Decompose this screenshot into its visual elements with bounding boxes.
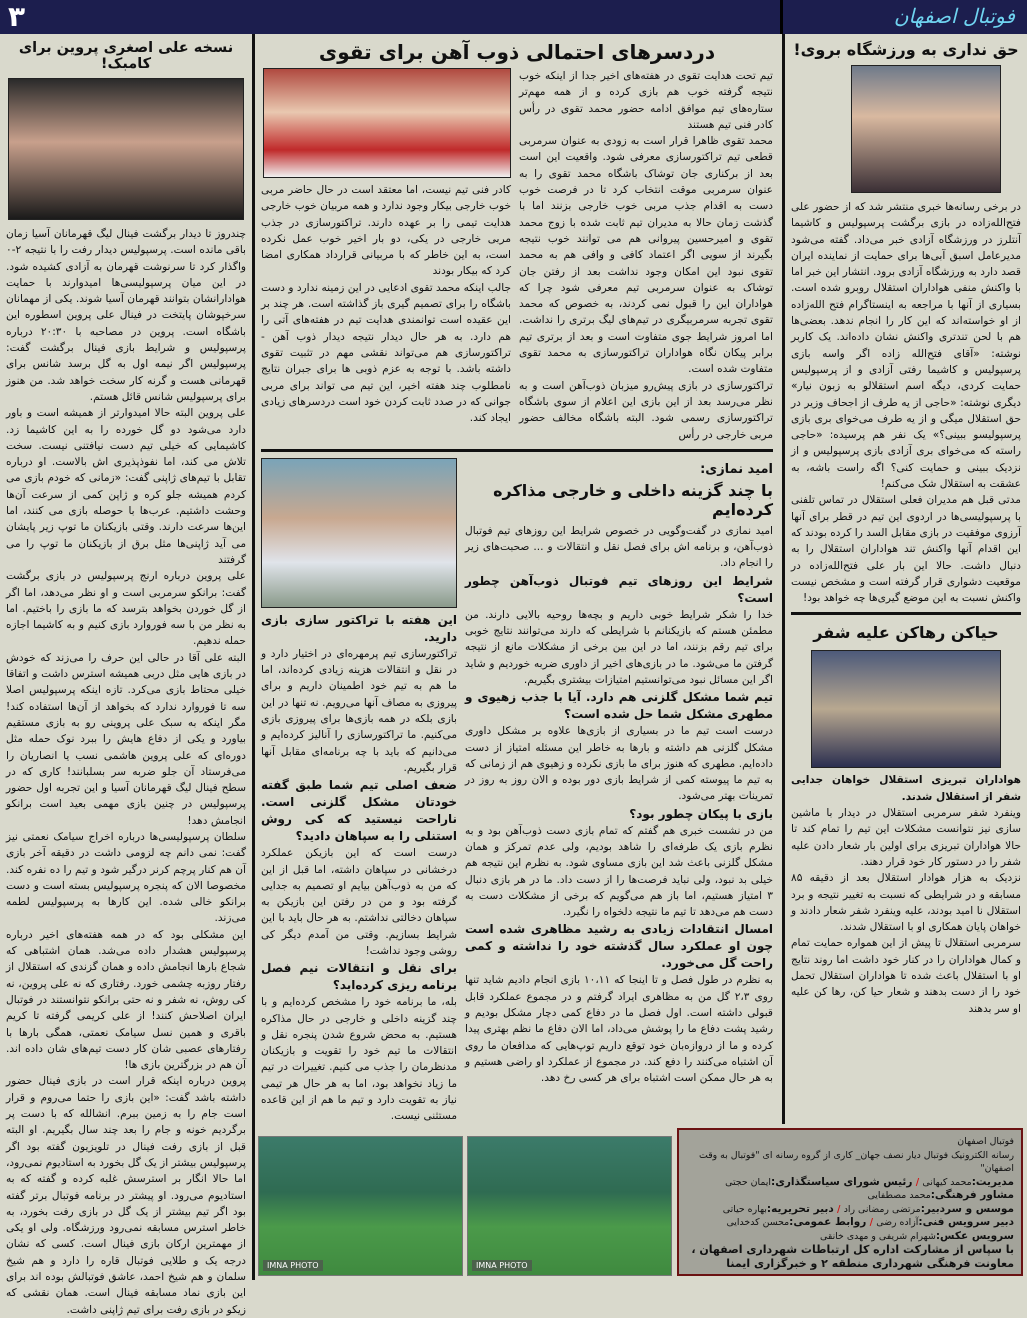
interview-answer: من در نشست خبری هم گفتم که تمام بازی دست ذوب‌آهن بود و به نظرم بازی یک طرفه‌ای را شاهد بودیم، ولی عدم تمرکز و همان مشکل گلزنی باعث شد این بازی مساوی شود. به نظرم این نتیجه هم خیلی بد نبود، ولی نباید فرصت‌ها را از دست داد. ما در هر بازی دنبال ۳ امتیاز هستیم، اما باز هم می‌گویم که برخی از مشکلات دست به دست هم می‌دهد تا تیم ما نتیجه دلخواه را نگیرد. [465, 824, 773, 919]
interview-answer: بله، ما برنامه خود را مشخص کرده‌ایم و با چند گزینه داخلی و خارجی در حال مذاکره هستیم. به محض شروع شدن پنجره نقل و انتقالات ما تیم خود را تقویت و بازیکنان مدنظرمان را جذب می کنیم. تغییرات در تیم ما زیاد نخواهد بود، اما به هر حال هر تیمی نیاز به تقویت دارد و تیم ما هم از این قاعده مستثنی نیست. [261, 996, 457, 1123]
masthead-credits [686, 1176, 1014, 1244]
interview-headline: با چند گزینه داخلی و خارجی مذاکره کرده‌ایم [493, 480, 773, 519]
paragraph: چندروز تا دیدار برگشت فینال لیگ قهرمانان آسیا زمان باقی مانده است. پرسپولیس دیدار رفت را با نتیجه ۲-۰ واگذار کرد تا سرنوشت قهرمان به آزادی کشیده شود. در این میان پرسپولیسی‌ها امیدوارند با حمایت هوادارانشان بتوانند قهرمان آسیا شوند. یکی از مهمانان سرخپوشان پایتخت در فینال علی پروین اسطوره این باشگاه است. پروین در مصاحبه با ۲۰:۳۰ درباره پرسپولیس و شرایط بازی فینال برگشت گفت: پرسپولیس اگر نیمه اول به گل برسد شانس برای قهرمانی هست و گرنه کار سخت خواهد شد. من هنوز برای پرسپولیس شانس قائل هستم. [6, 228, 246, 403]
interview-body [261, 612, 457, 1125]
credit-label: رئیس شورای سیاستگذاری: [771, 1175, 913, 1188]
credit-label: دبیر تحریریه: [766, 1202, 834, 1215]
paragraph: پروین درباره اینکه قرار است در بازی فینال حضور داشته باشد گفت: «این بازی را حتما می‌روم و قرار است جام را به زمین ببرم. انشالله که با دست پر برگردیم خونه و جام را بعد چند سال بگیریم. او البته قبل از بازی رفت فینال در تلویزیون گفته بود اگر پرسپولیس بیشتر از یک گل بخورد به استادیوم نمی‌رود، اما حالا انگار بر استرسش غلبه کرده و گفته که به استادیوم می‌رود. او پیشتر در برنامه فوتبال برتر گفته بود اگر تیم بیشتر از یک گل در بازی رفت بخورد، به خاطر استرس مسابقه نمی‌رود ورزشگاه. ولی او یکی از مهمترین ارکان بازی فینال است. کسی که نشان درجه یک و طلایی فوتبال قاره را دارد و هم شیخ سلمان و هم شیخ احمد، عاشق فوتبالش بوده اند برای این بازی نماد مسابقه فینال است. همان نقشی که زیکو در بازی رفت برای تیم ژاپنی داشت. [6, 1075, 246, 1316]
interview-answer: درست است تیم ما در بسیاری از بازی‌ها علاوه بر مشکل داوری مشکل گلزنی هم داشته و بارها به خاطر این مسئله امتیاز از دست داده‌ایم. مطهری که هنوز برای ما بازی نکرده و زهیوی هم از زمانی که به تیم ما پیوسته کمی از شرایط بازی دور بوده و الان روز به روز در تمرینات بهتر می‌شود. [465, 725, 773, 803]
paragraph: این مشکلی بود که در همه هفته‌های اخیر درباره پرسپولیس هشدار داده می‌شد. همان اشتباهی که شجاع بارها انجامش داده و همان گزندی که استقلال از رفتار روزبه چشمی خورد. رفتاری که نه علی پروین، نه کی روش، نه شفر و نه حتی برانکو نتوانستند در فوتبال ایران اصلاحش کنند! از علی کریمی گرفته تا کریم باقری و همین نسل سیامک نعمتی، همگی بارها با رفتارهای عصبی شان کار دست تیم‌های شان داده اند. آن هم در بزرگترین بازی ها! [6, 928, 246, 1072]
paragraph: نزدیک به هزار هوادار استقلال بعد از دقیقه ۸۵ مسابقه و در شرایطی که نسبت به تغییر نتیجه و برد استقلال نا امید بودند، علیه وینفرد شفر شعار دادند و خواهان پایان همکاری او با استقلال شدند. [791, 872, 1021, 934]
story-headline: حیاکن رهاکن علیه شفر [813, 623, 999, 643]
right-column [782, 34, 1027, 1124]
masthead-title: فوتبال اصفهان [957, 1136, 1014, 1147]
bottom-photos [258, 1136, 672, 1276]
middle-column [255, 34, 779, 1123]
credit-label: مشاور فرهنگی: [930, 1189, 1014, 1201]
story-body [791, 772, 1021, 1016]
paragraph: تیم تحت هدایت تقوی در هفته‌های اخیر جدا از اینکه خوب نتیجه گرفته خوب هم بازی کرده و از همه مهم‌تر ستاره‌های تیم موافق ادامه حضور محمد تقوی در رأس کادر فنی تیم هستند [519, 70, 773, 131]
separator: / [833, 1203, 844, 1215]
credit-value: بهاره حیاتی [722, 1203, 767, 1215]
brand-logo: فوتبال اصفهان [893, 4, 1015, 28]
paragraph: محمد تقوی ظاهرا قرار است به زودی به عنوان سرمربی قطعی تیم تراکتورسازی معرفی شود. واقعیت این است بعد از برکناری جان توشاک باشگاه محمد تقوی را به عنوان سرمربی موقت انتخاب کرد تا در فرصت خوب دست به اقدام جذب مربی خوب خارجی بزنند اما با گذشت زمان حالا به مدیران تیم ثابت شده با زوج محمد تقوی و امیرحسین پیروانی هم می توانند خوب نتیجه بگیرند از سویی اگر اعتماد کافی و وافی هم به محمد تقوی نبود این امکان وجود نداشت بعد از رفتن جان توشاک به عنوان سرمربی تیم معرفی شود چرا که هواداران این را قبول نمی کردند، به خصوص که محمد تقوی تجربه سرمربیگری در تیم‌های لیگ برتری را نداشت. اما امروز شرایط جوی متفاوت است و بعد از برتری تیم برابر پیکان نگاه هواداران تراکتورسازی به محمد تقوی متفاوت شده است. [519, 135, 773, 376]
photo-namazi [261, 458, 457, 608]
masthead-thanks: با سپاس از مشارکت اداره کل ارتباطات شهرداری اصفهان ، معاونت فرهنگی شهرداری منطقه ۲ و خبرگزاری ایمنا [691, 1243, 1014, 1270]
masthead-row [686, 1230, 1014, 1244]
paragraph: سرمربی استقلال تا پیش از این همواره حمایت تمام و کمال هواداران را در کنار خود داشت اما روند نتایج او با استقلال باعث شده تا هواداران استقلال تحمل خود را از دست بدهند و شعار حیا کن، رها کن علیه او سر بدهند [791, 937, 1021, 1015]
interview-right [465, 458, 773, 1125]
interview-answer: تراکتورسازی تیم پرمهره‌ای در اختیار دارد و در نقل و انتقالات هزینه زیادی کرده‌اند، اما ما هم به تیم خود اطمینان داریم و برای پیروزی به مصاف آنها می‌رویم. نه تنها در این بازی بلکه در همه بازی‌ها برای پیروزی بازی می‌کنیم. ما تراکتورسازی را آنالیز کرده‌ایم و می‌دانیم که باید با چه برنامه‌ای مقابل آنها قرار بگیریم. [261, 647, 457, 774]
page-number: ۳ [8, 0, 26, 33]
credit-label: دبیر سرویس فنی: [918, 1216, 1014, 1228]
masthead-subtitle: رسانه الکترونیک فوتبال دیار نصف جهان_ کاری از گروه رسانه ای "فوتبال به وقت اصفهان" [698, 1149, 1014, 1174]
credit-value: محمد کیهانی [922, 1176, 972, 1188]
story-body [6, 226, 246, 1318]
interview-question: برای نقل و انتقالات نیم فصل برنامه ریزی کرده‌اید؟ [261, 961, 457, 993]
paragraph: علی پروین درباره ارنج پرسپولیس در بازی برگشت گفت: برانکو سرمربی است و او نظر می‌دهد، اما اگر از گل خوردن بخواهد بترسد که ما بازی را باختیم. اما به نظر من با سه فوروارد بازی کنیم و به کاشیما اجازه حمله ندهیم. [6, 570, 246, 648]
interview-answer: به نظرم در طول فصل و تا اینجا که ۱۰،۱۱ بازی انجام دادیم شاید تنها روی ۲،۳ گل من به مظاهری ایراد گرفتم و در مجموع عملکرد قابل قبولی داشته است. اول فصل ما در دفاع کمی دچار مشکل بودیم و رشید پشت دفاع ما را پوشش می‌داد، اما الان دفاع ما نظم بهتری پیدا کرده و ما از دروازه‌بان خود توقع داریم توپ‌هایی که مدافعان ما روی آن اشتباه می‌کنند را دفع کند. در مجموع از عملکرد او راضی هستیم و به هر حال ممکن است اشتباه برای هر کسی رخ دهد. [465, 974, 774, 1085]
photo-fathollahzadeh [851, 65, 1001, 193]
header-divider [780, 0, 783, 34]
photo-parvin [8, 78, 244, 220]
photo-credit: IMNA PHOTO [263, 1260, 323, 1271]
credit-value: ایمان حجتی [725, 1176, 772, 1188]
interview-question: امسال انتقادات زیادی به رشید مظاهری شده است چون او عملکرد سال گذشته خود را نداشته و کمی راحت گل می‌خورد. [465, 922, 773, 971]
masthead-row [686, 1189, 1014, 1203]
paragraph: جالب اینکه محمد تقوی ادعایی در این زمینه ندارد و دست باشگاه را برای تصمیم گیری باز گذاشته است. هر چند بر این عقیده است توانمندی هدایت تیم در هفته‌های آتی را هم دارد. به هر حال دیدار نتیجه دیدار ذوب آهن - تراکتورسازی هم می‌تواند نقشی مهم در تثبیت تقوی داشته باشد. با توجه به عزم ذوبی ها برای جبران نتایج نامطلوب چند هفته اخیر، این تیم می تواند برای مربی جوانی که در صدد ثابت کردن خود است دردسرهای زیادی ایجاد کند. [260, 281, 511, 425]
story-text-right [519, 68, 773, 443]
story-text-left [261, 68, 511, 443]
masthead-row [686, 1216, 1014, 1230]
paragraph: علی پروین البته حالا امیدوارتر از همیشه است و باور دارد می‌شود دو گل خورده را به این کاشیما زد. کاشیمایی که خیلی تیم دست نیافتنی نیست. سخت تلاش می کند، اما نفوذپذیری اش بالاست. او درباره تقابل با تیم‌های ژاپنی گفت: «زمانی که خودم بازی می کردم همیشه جلو کره و ژاپن کمی از سرعت آن‌ها وحشت داشتیم. عرب‌ها با حوصله بازی می کنند، اما این‌ها سرعت دارند. وقتی بازیکنان ما توپ زیر پایشان می آید ژاپنی‌ها مثل برق از بازیکنان ما توپ را می گرفتند [6, 407, 246, 566]
masthead-row [686, 1203, 1014, 1217]
page-header [0, 0, 1027, 34]
interview-answer: درست است که این بازیکن عملکرد درخشانی در سپاهان داشته، اما قبل از این که من به ذوب‌آهن بیایم او تصمیم به جدایی گرفته بود و من در رفتن این بازیکن به سپاهان دخالتی نداشتم. به هر حال باید با این شرایط بسازیم. وقتی من آمدم دیگر کی روشی وجود نداشت! [261, 847, 457, 957]
interview-left [261, 458, 457, 1125]
interview-question: ضعف اصلی تیم شما طبق گفته خودتان مشکل گلزنی است. ناراحت نیستید که کی روش استنلی را به سپاهان دادید؟ [261, 778, 457, 844]
separator: / [912, 1176, 923, 1188]
story-headline: نسخه علی اصغری پروین برای کامبک! [18, 40, 234, 72]
interview-kicker: امید نمازی: [700, 461, 773, 477]
photo-taghavi [263, 68, 511, 178]
interview-body [465, 523, 773, 1087]
story-columns [261, 68, 773, 443]
interview-section [261, 458, 773, 1125]
paragraph: البته علی آقا در حالی این حرف را می‌زند که خودش در بازی هایی مثل دربی همیشه استرس داشت و اتفاقا خیلی محتاط بازی می‌کرد. تازه اینکه پرسپولیس اصلا سه تا فوروارد ندارد که بخواهد از آن‌ها استفاده کند! مگر اینکه به سبک علی پروینی رو به بازی مستقیم بیاورد و یکی از دفاع هایش را ببرد نوک حمله مثل دوره‌ای که علی پروین هاشمی نسب یا انصاریان را می‌فرستاد آن جلو ضربه سر بسلبانند! کاری که در سطح فینال لیگ قهرمانان آسیا و این تجربه اول حضور پرسپولیس در چنین بازی مهمی بعید است برانکو انجامش دهد! [6, 651, 246, 827]
paragraph: سلطان پرسپولیسی‌ها درباره اخراج سیامک نعمتی نیز گفت: نمی دانم چه لزومی داشت در دقیقه آخر بازی آن هم کنار پرچم کرنر درگیر شود و تیم را ده نفره کند. مخصوصا الان که پنجره پرسپولیس بسته است و دست برانکو خالی شده. این کارها به پرسپولیس لطمه می‌زند. [6, 830, 246, 925]
credit-label: سرویس عکس: [935, 1229, 1014, 1242]
credit-label: مدیریت: [971, 1175, 1014, 1188]
separator: / [866, 1217, 877, 1228]
paragraph: تراکتورسازی در بازی پیش‌رو میزبان ذوب‌آهن است و به نظر می‌رسد بعد از این بازی این اعلام از سوی باشگاه تراکتورسازی رسمی شود. البته باشگاه مخالف حضور مربی خارجی در رأس [519, 379, 773, 441]
credit-value: مرتضی رمضانی راد [843, 1203, 921, 1215]
story-headline: دردسرهای احتمالی ذوب آهن برای تقوی [318, 40, 716, 64]
credit-label: روابط عمومی: [789, 1216, 867, 1228]
credit-value: محسن کدخدایی [726, 1217, 790, 1228]
interview-answer: امید نمازی در گفت‌وگویی در خصوص شرایط این روزهای تیم فوتبال ذوب‌آهن، و برنامه اش برای فصل نقل و انتقالات و ... صحبت‌های زیر را انجام داد. [465, 524, 773, 570]
interview-question: شرایط این روزهای تیم فوتبال ذوب‌آهن چطور است؟ [465, 573, 773, 605]
story-body [791, 199, 1021, 606]
paragraph: وینفرد شفر سرمربی استقلال در دیدار با ماشین سازی نیز نتوانست مشکلات این تیم را تمام کند تا حالا هواداران تبریزی برای اولین بار شعار دادن علیه شفر را در دستور کار خود قرار دهند. [791, 807, 1021, 868]
credit-value: شهرام شریفی و مهدی خانقی [820, 1230, 936, 1242]
photo-credit: IMNA PHOTO [472, 1260, 532, 1271]
interview-question: بازی با پیکان چطور بود؟ [629, 806, 773, 821]
section-divider [261, 449, 773, 452]
paragraph: در برخی رسانه‌ها خبری منتشر شد که از حضور علی فتح‌الله‌زاده در بازی برگشت پرسپولیس و کاشیما آنتلرز در ورزشگاه آزادی خبر می‌داد. گفته می‌شود مدیرعامل اسبق آبی‌ها برای حمایت از نماینده ایران قصد دارد به ورزشگاه آزادی برود. انتشار این خبر اما با واکنش منفی هواداران استقلال روبرو شده است. بسیاری از آنها با مراجعه به اینستاگرام فتح الله‌زاده از او خواسته‌اند که این کار را انجام ندهد. بعضی‌ها هم با لحن تندتری واکنش نشان داده‌اند. یک کاربر نوشته: «آقای فتح‌الله زاده اگر واسه بازی پرسپولیس و کاشیما رفتی آزادی و از پرسپولیس حمایت کردی، دیگه اسم استقلالو به زبون نیار» دیگری نوشته: «حاجی از یه طرف از اجحاف وزیر در حق استقلال میگی و از یه طرف می‌خوای بری بازی پرسپولیسو ببینی؟» یک نفر هم پرسیده: «حاجی راسته که می‌خوای بری آزادی بازی پرسپولیس و از نزدیک ببینی و حمایت کنی؟ اگه راست باشه، به عشقت به استقلال شک می‌کنم! [791, 201, 1021, 491]
left-column [0, 34, 255, 1316]
photo-schaefer [811, 650, 1001, 768]
paragraph: مدتی قبل هم مدیران فعلی استقلال در تماس تلفنی با پرسپولیسی‌ها در اردوی این تیم در قطر برای آنها آرزوی موفقیت در بازی مقابل السد را کرده بودند که این اقدام آنها واکنش تند هواداران استقلال را به دنبال داشت. حالا این بار علی فتح‌الله‌زاده در موقعیت دشواری قرار گرفته است و مشخص نیست واکنش نسبت به این موضع گیری‌ها چه خواهد بود! [791, 494, 1021, 605]
story-headline: حق نداری به ورزشگاه بروی! [793, 40, 1019, 59]
match-photo [258, 1136, 463, 1276]
masthead-row [686, 1176, 1014, 1190]
credit-label: موسس و سردبیر: [920, 1202, 1014, 1215]
paragraph: کادر فنی تیم نیست، اما معتقد است در حال حاضر مربی خوب خارجی بیکار وجود ندارد و همه مربیان خوب خارجی هدایت تیمی را بر عهده دارند. تراکتورسازی در جذب مربی خارجی در یکی، دو بار اخیر خوب عمل نکرده است، به این خاطر که با مربیانی قرارداد همکاری امضا کرد که بیکار بودند [261, 184, 511, 278]
section-divider [791, 612, 1021, 615]
masthead-box [677, 1128, 1023, 1276]
credit-value: محمد مصطفایی [867, 1190, 931, 1201]
interview-question: این هفته با تراکتور سازی بازی دارید. [261, 612, 457, 644]
interview-question: تیم شما مشکل گلزنی هم دارد. آیا با جذب زهیوی و مطهری مشکل شما حل شده است؟ [465, 690, 773, 722]
interview-answer: خدا را شکر شرایط خوبی داریم و بچه‌ها روحیه بالایی دارند. من مطمئن هستم که بازیکنانم با شرایطی که دارند می‌توانند نتایج خوبی برای تیم رقم بزنند، اما در این بین برخی از مشکلات مانع از نتیجه گرفتن ما می‌شود. ما در بازی‌های اخیر از داوری ضربه خوردیم و شاید اگر این مسائل نبود می‌توانستیم امتیازات بیشتری بگیریم. [465, 608, 773, 686]
match-photo [467, 1136, 672, 1276]
credit-value: آزاده رضی [876, 1217, 919, 1228]
paragraph: هواداران تبریزی استقلال خواهان جدایی شفر از استقلال شدند. [791, 774, 1021, 803]
